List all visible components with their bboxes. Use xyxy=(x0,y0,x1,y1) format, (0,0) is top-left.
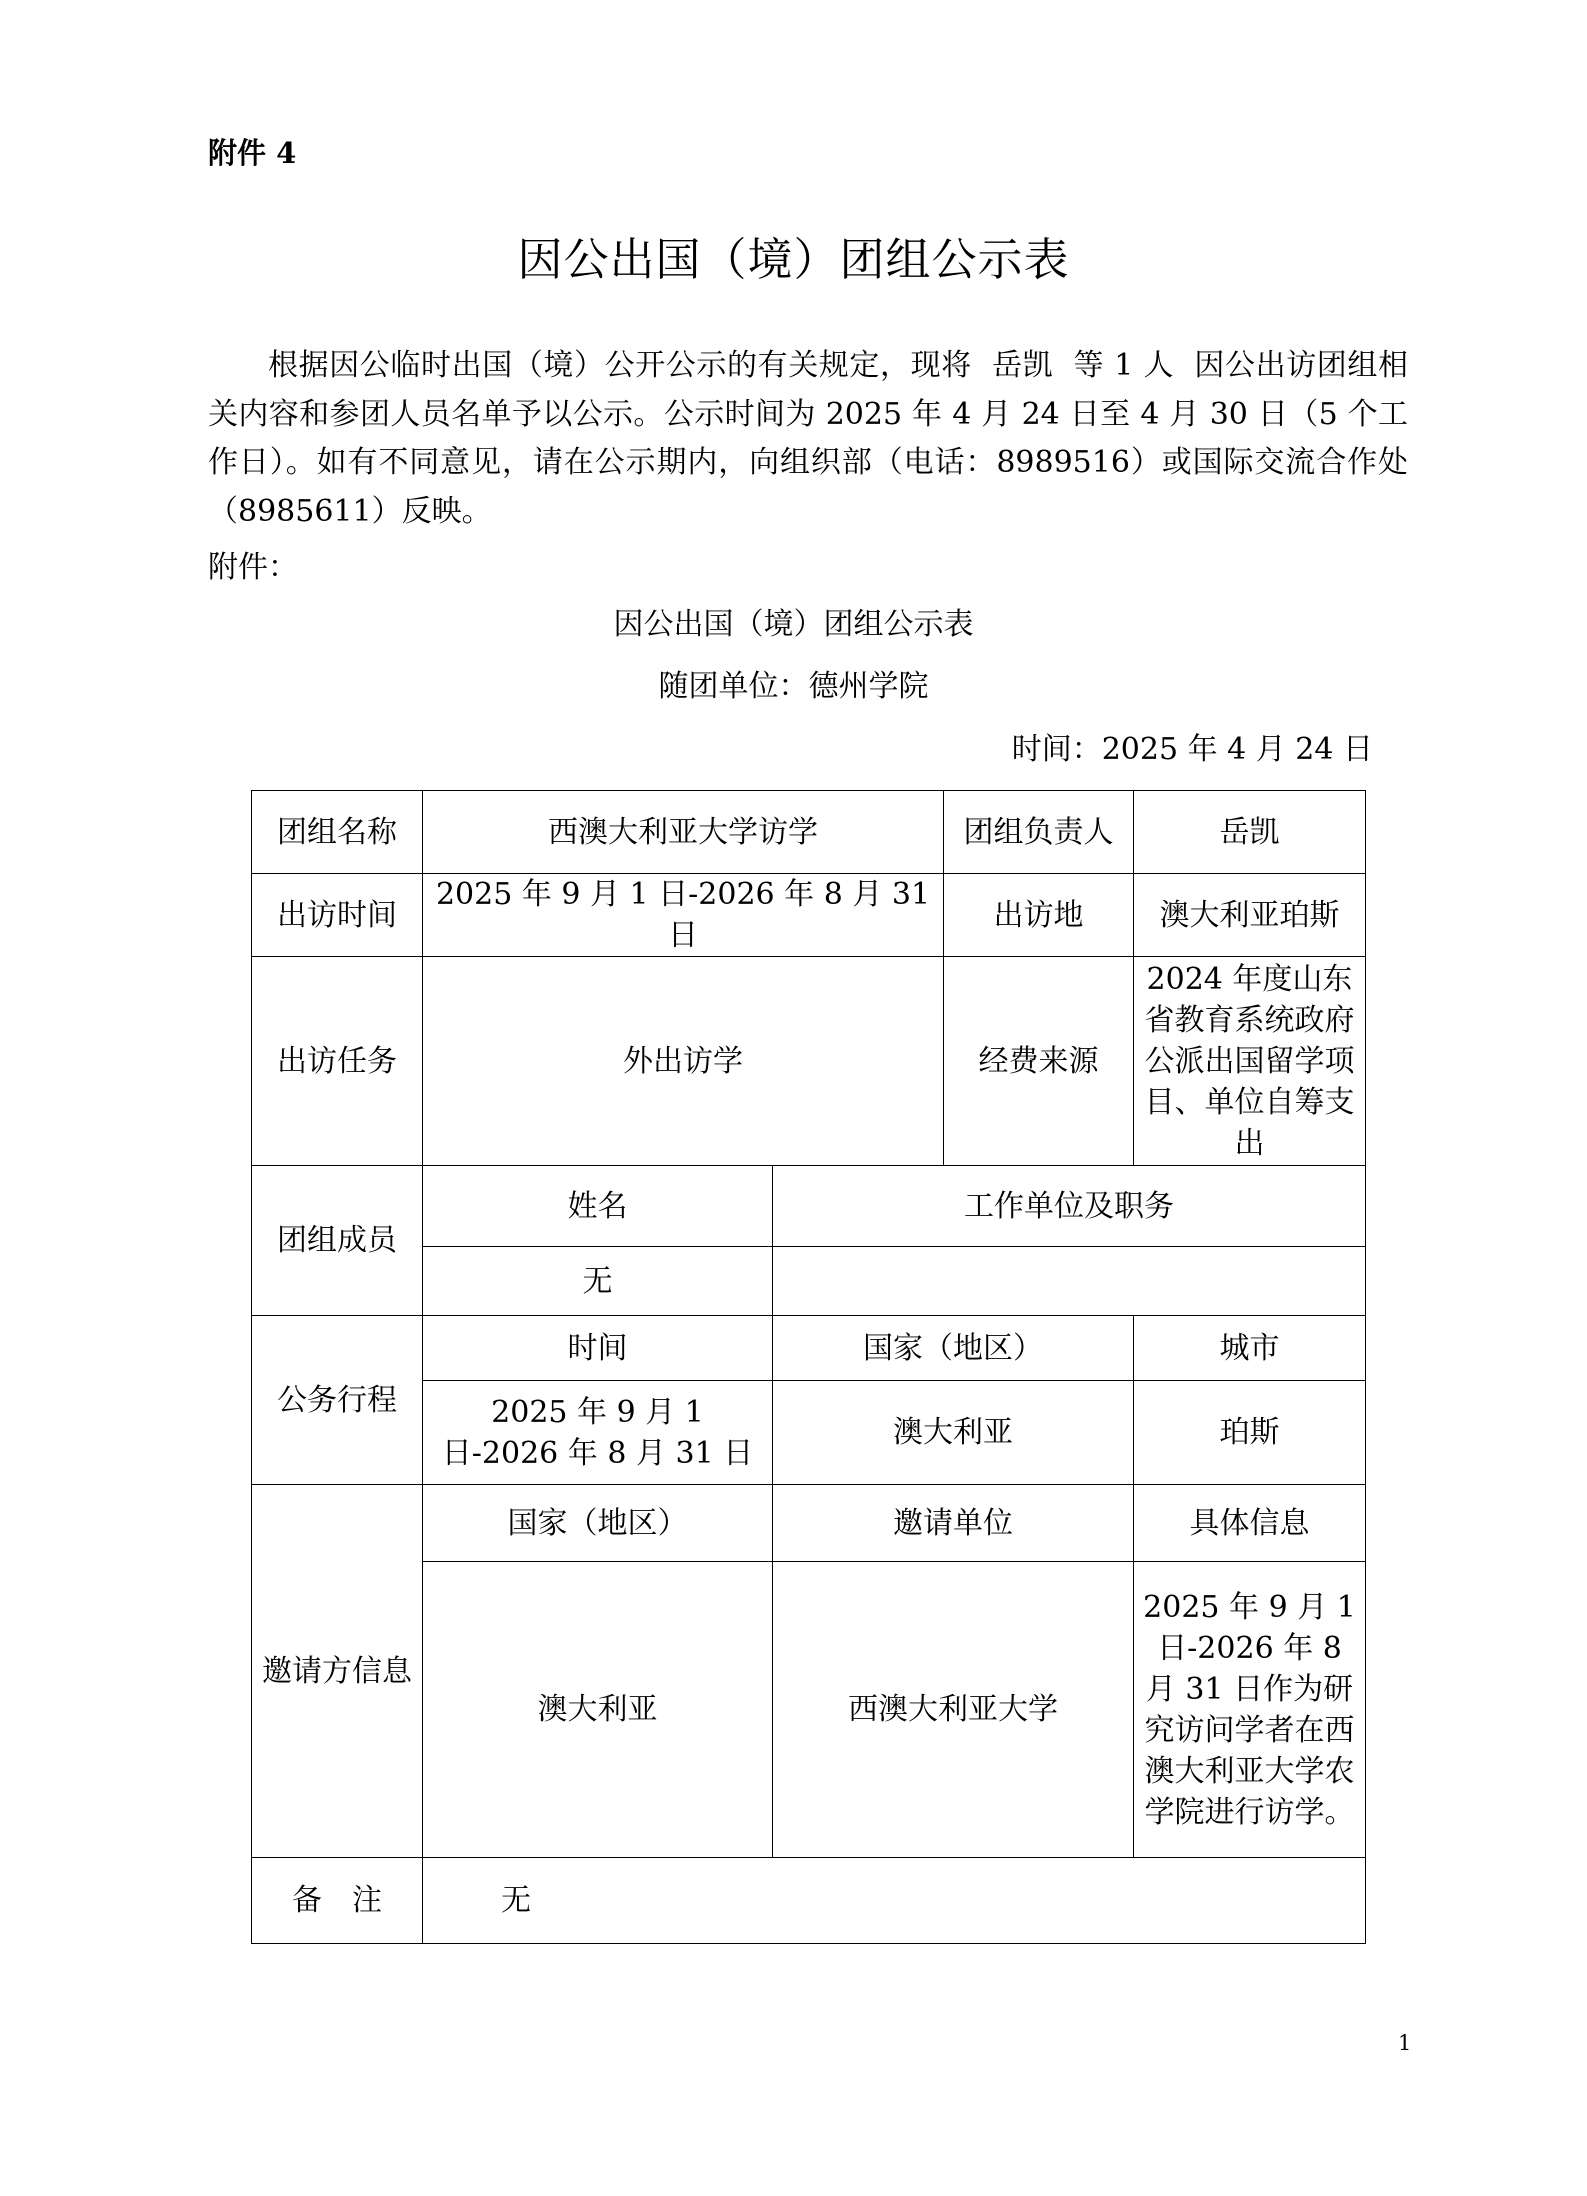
itinerary-city-header: 城市 xyxy=(1134,1316,1366,1381)
itinerary-city-value: 珀斯 xyxy=(1134,1381,1366,1485)
table-row xyxy=(252,791,1366,874)
itinerary-country-header: 国家（地区） xyxy=(773,1316,1134,1381)
inviter-unit-value: 西澳大利亚大学 xyxy=(773,1562,1134,1858)
inviter-country-header: 国家（地区） xyxy=(423,1485,773,1562)
attachment-label: 附件 4 xyxy=(208,136,297,170)
document-title: 因公出国（境）团组公示表 xyxy=(517,233,1070,286)
inviter-info-value: 2025 年 9 月 1 日-2026 年 8 月 31 日作为研究访问学者在西澳大利亚大学农学院进行访学。 xyxy=(1134,1562,1366,1858)
member-unit-value xyxy=(773,1247,1366,1316)
visit-time-label: 出访时间 xyxy=(252,874,423,957)
intro-paragraph: 根据因公临时出国（境）公开公示的有关规定，现将 岳凯 等 1 人 因公出访团组相关内容和参团人员名单予以公示。公示时间为 2025 年 4 月 24 日至 4 月 30 日（5 个工作日）。如有不同意见，请在公示期内，向组织部（电话：8989516）或国际交流合作处（8985611）反映。 xyxy=(208,348,1408,529)
members-label: 团组成员 xyxy=(252,1166,423,1316)
inviter-info-header: 具体信息 xyxy=(1134,1485,1366,1562)
inviter-country-value: 澳大利亚 xyxy=(423,1562,773,1858)
visit-time-value: 2025 年 9 月 1 日-2026 年 8 月 31 日 xyxy=(423,874,944,957)
table-title: 因公出国（境）团组公示表 xyxy=(613,607,974,642)
member-name-value: 无 xyxy=(423,1247,773,1316)
itinerary-country-value: 澳大利亚 xyxy=(773,1381,1134,1485)
group-info-table xyxy=(251,790,1366,1944)
itinerary-label: 公务行程 xyxy=(252,1316,423,1485)
remarks-value: 无 xyxy=(423,1858,1366,1944)
funding-value: 2024 年度山东省教育系统政府公派出国留学项目、单位自筹支出 xyxy=(1134,957,1366,1166)
accompanying-unit: 随团单位：德州学院 xyxy=(658,669,929,704)
itinerary-time-header: 时间 xyxy=(423,1316,773,1381)
itinerary-time-value: 2025 年 9 月 1 日-2026 年 8 月 31 日 xyxy=(423,1381,773,1485)
member-unit-header: 工作单位及职务 xyxy=(773,1166,1366,1247)
table-row xyxy=(252,1316,1366,1381)
group-name-label: 团组名称 xyxy=(252,791,423,874)
inviter-unit-header: 邀请单位 xyxy=(773,1485,1134,1562)
leader-label: 团组负责人 xyxy=(944,791,1134,874)
table-row xyxy=(252,874,1366,957)
table-row xyxy=(252,1858,1366,1944)
table-row xyxy=(252,1166,1366,1247)
visit-place-value: 澳大利亚珀斯 xyxy=(1134,874,1366,957)
publication-date: 时间：2025 年 4 月 24 日 xyxy=(1011,732,1373,767)
leader-value: 岳凯 xyxy=(1134,791,1366,874)
page-number: 1 xyxy=(1398,2031,1412,2055)
visit-place-label: 出访地 xyxy=(944,874,1134,957)
table-row xyxy=(252,957,1366,1166)
table-row xyxy=(252,1485,1366,1562)
funding-label: 经费来源 xyxy=(944,957,1134,1166)
task-label: 出访任务 xyxy=(252,957,423,1166)
member-name-header: 姓名 xyxy=(423,1166,773,1247)
group-name-value: 西澳大利亚大学访学 xyxy=(423,791,944,874)
remarks-label: 备 注 xyxy=(252,1858,423,1944)
attachment-line: 附件： xyxy=(208,550,298,585)
task-value: 外出访学 xyxy=(423,957,944,1166)
inviter-label: 邀请方信息 xyxy=(252,1485,423,1858)
